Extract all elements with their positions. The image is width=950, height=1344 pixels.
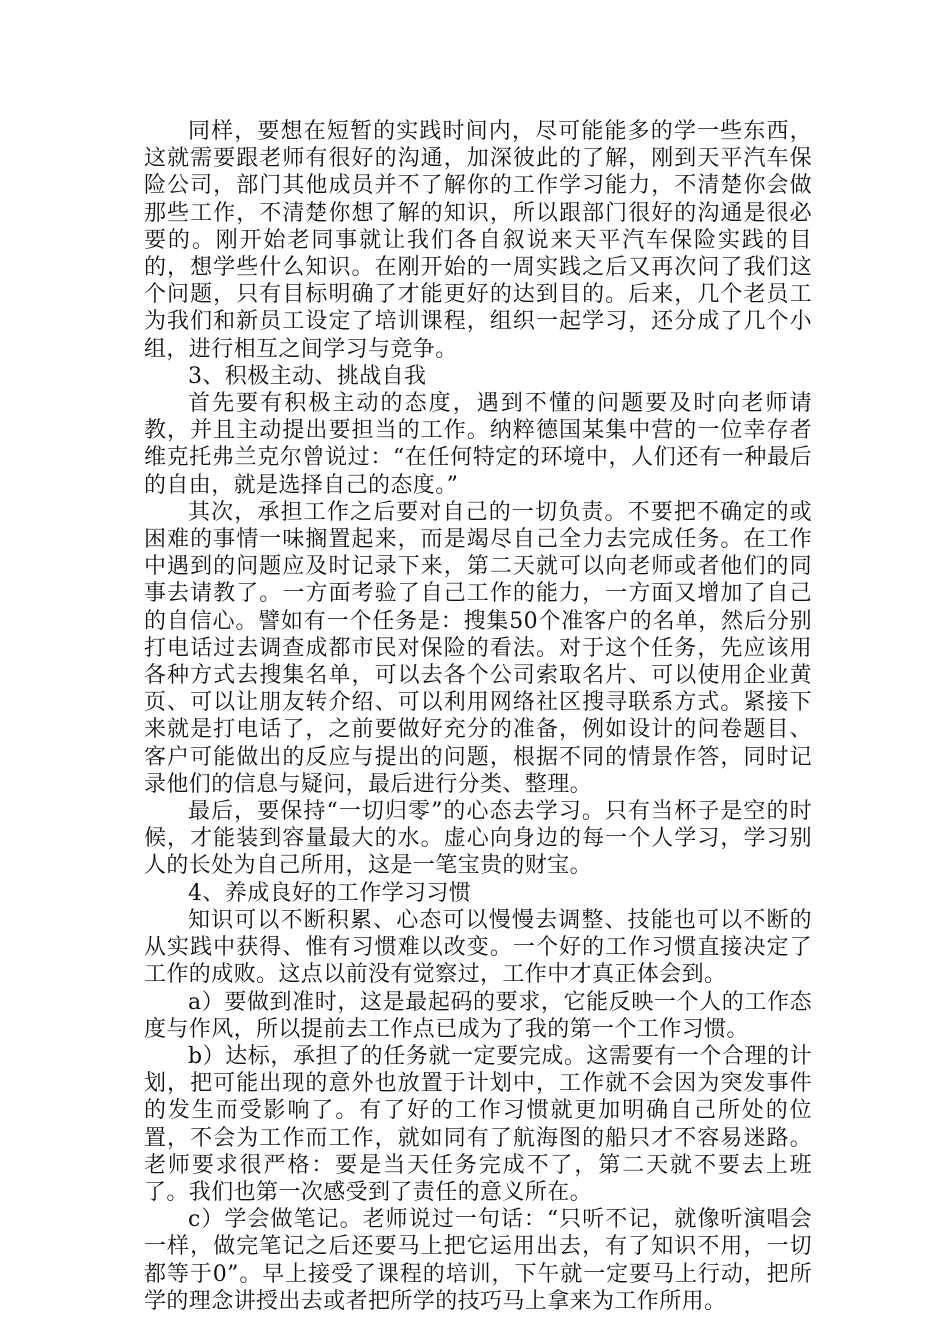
paragraph-habit-a: a）要做到准时，这是最起码的要求，它能反映一个人的工作态度与作风，所以提前去工作点已成为了我的第一个工作习惯。 bbox=[144, 989, 812, 1042]
document-body bbox=[144, 118, 812, 1315]
paragraph-habits: 知识可以不断积累、心态可以慢慢去调整、技能也可以不断的从实践中获得、惟有习惯难以改变。一个好的工作习惯直接决定了工作的成败。这点以前没有觉察过，工作中才真正体会到。 bbox=[144, 907, 812, 988]
paragraph-responsibility: 其次，承担工作之后要对自己的一切负责。不要把不确定的或困难的事情一味搁置起来，而是竭尽自己全力去完成任务。在工作中遇到的问题应及时记录下来，第二天就可以向老师或者他们的同事去请教了。一方面考验了自己工作的能力，一方面又增加了自己的自信心。譬如有一个任务是：搜集50个准客户的名单，然后分别打电话过去调查成都市民对保险的看法。对于这个任务，先应该用各种方式去搜集名单，可以去各个公司索取名片、可以使用企业黄页、可以让朋友转介绍、可以利用网络社区搜寻联系方式。紧接下来就是打电话了，之前要做好充分的准备，例如设计的问卷题目、客户可能做出的反应与提出的问题，根据不同的情景作答，同时记录他们的信息与疑问，最后进行分类、整理。 bbox=[144, 499, 812, 797]
heading-section-3: 3、积极主动、挑战自我 bbox=[188, 363, 427, 389]
paragraph-zero-mindset: 最后，要保持“一切归零”的心态去学习。只有当杯子是空的时候，才能装到容量最大的水。虚心向身边的每一个人学习，学习别人的长处为自己所用，这是一笔宝贵的财宝。 bbox=[144, 799, 812, 879]
paragraph-communication: 同样，要想在短暂的实践时间内，尽可能能多的学一些东西，这就需要跟老师有很好的沟通，加深彼此的了解，刚到天平汽车保险公司，部门其他成员并不了解你的工作学习能力，不清楚你会做那些工作，不清楚你想了解的知识，所以跟部门很好的沟通是很必要的。刚开始老同事就让我们各自叙说来天平汽车保险实践的目的，想学些什么知识。在刚开始的一周实践之后又再次问了我们这个问题，只有目标明确了才能更好的达到目的。后来，几个老员工为我们和新员工设定了培训课程，组织一起学习，还分成了几个小组，进行相互之间学习与竞争。 bbox=[144, 119, 812, 362]
paragraph-habit-c: c）学会做笔记。老师说过一句话：“只听不记，就像听演唱会一样，做完笔记之后还要马上把它运用出去，有了知识不用，一切都等于0”。早上接受了课程的培训，下午就一定要马上行动，把所学的理念讲授出去或者把所学的技巧马上拿来为工作所用。 bbox=[144, 1207, 812, 1314]
paragraph-habit-b: b）达标，承担了的任务就一定要完成。这需要有一个合理的计划，把可能出现的意外也放置于计划中，工作就不会因为突发事件的发生而受影响了。有了好的工作习惯就更加明确自己所处的位置，不会为工作而工作，就如同有了航海图的船只才不容易迷路。老师要求很严格：要是当天任务完成不了，第二天就不要去上班了。我们也第一次感受到了责任的意义所在。 bbox=[144, 1043, 812, 1205]
paragraph-active-attitude: 首先要有积极主动的态度，遇到不懂的问题要及时向老师请教，并且主动提出要担当的工作。纳粹德国某集中营的一位幸存者维克托弗兰克尔曾说过：“在任何特定的环境中，人们还有一种最后的自由，就是选择自己的态度。” bbox=[144, 391, 812, 498]
heading-section-4: 4、养成良好的工作学习习惯 bbox=[188, 880, 472, 906]
